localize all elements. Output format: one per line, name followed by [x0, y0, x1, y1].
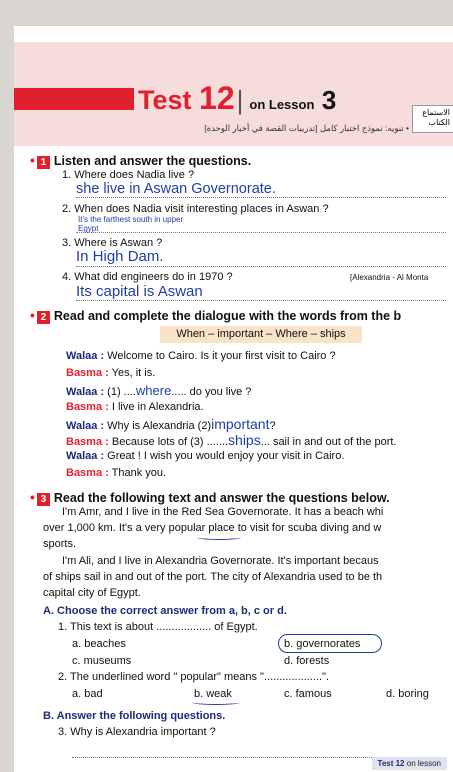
q2-option: d. boring [386, 688, 429, 700]
on-lesson-label: on Lesson [249, 97, 315, 112]
weak-underline [192, 700, 240, 705]
section2-badge: 2 [37, 311, 50, 324]
test-number: 12 [199, 80, 235, 116]
section3-heading [30, 489, 390, 506]
s1-a4: Its capital is Aswan [76, 283, 203, 300]
answer-line [76, 266, 446, 267]
para2-line: of ships sail in and out of the port. The city of Alexandria used to be th [43, 571, 383, 583]
footer-tag: Test 12 on lesson [372, 757, 447, 770]
section3-title: Read the following text and answer the questions below. [53, 491, 390, 505]
q1-option: a. beaches [72, 638, 126, 650]
s1-a1: she live in Aswan Governorate. [76, 181, 276, 197]
s2-answer-2: important [211, 416, 270, 432]
s1-q1: 1. Where does Nadia live ? [62, 169, 195, 181]
q2-option: a. bad [72, 688, 103, 700]
section1-title: Listen and answer the questions. [53, 154, 252, 168]
lesson-number: 3 [321, 85, 337, 115]
s1-q3: 3. Where is Aswan ? [62, 237, 163, 249]
arabic-note: • تنويه: نموذج اختبار كامل [تدريبات القصة في أخبار الوحدة] [204, 123, 409, 133]
s1-q2: 2. When does Nadia visit interesting places in Aswan ? [62, 203, 329, 215]
q2-option: b. weak [194, 688, 232, 700]
answer-line [76, 300, 446, 301]
answer-line [76, 197, 446, 198]
s3-q1: 1. This text is about .................. of Egypt. [58, 621, 258, 633]
para2-line: capital city of Egypt. [43, 587, 141, 599]
header-red-bar [14, 88, 134, 110]
dialogue-line: Walaa : Great ! I wish you would enjoy your visit in Cairo. [66, 450, 345, 462]
s1-q4-note: [Alexandria - Al Monta [350, 273, 429, 282]
popular-underline [197, 535, 241, 540]
dialogue-line: Basma : I live in Alexandria. [66, 401, 204, 413]
test-label: Test [138, 85, 192, 115]
dialogue-line: Basma : Because lots of (3) .......ships... sail in and out of the port. [66, 432, 397, 448]
dialogue-line: Basma : Thank you. [66, 467, 167, 479]
s3-q3: 3. Why is Alexandria important ? [58, 726, 216, 738]
page-title [138, 80, 336, 117]
bullet-icon: • [30, 307, 35, 323]
bullet-icon: • [30, 152, 35, 168]
answer-line [76, 232, 446, 233]
section3-badge: 3 [37, 493, 50, 506]
q2-option: c. famous [284, 688, 332, 700]
bullet-icon: • [30, 489, 35, 505]
dialogue-line: Walaa : Welcome to Cairo. Is it your first visit to Cairo ? [66, 350, 336, 362]
worksheet-page [14, 26, 453, 772]
dialogue-line: Walaa : (1) ....where..... do you live ? [66, 383, 252, 398]
para1-line: over 1,000 km. It's a very popular place to visit for scuba diving and w [43, 522, 382, 534]
s2-answer-1: where [135, 383, 172, 398]
answer-circle [278, 634, 382, 653]
word-box: When – important – Where – ships [160, 326, 362, 343]
partB-title: B. Answer the following questions. [43, 710, 226, 722]
section1-heading [30, 152, 251, 169]
s1-q4: 4. What did engineers do in 1970 ? [62, 271, 233, 283]
para1-line: I'm Amr, and I live in the Red Sea Governorate. It has a beach whi [62, 506, 384, 518]
partA-title: A. Choose the correct answer from a, b, c or d. [43, 605, 287, 617]
s1-a2: It's the farthest south in upper Egypt [78, 215, 184, 233]
section1-badge: 1 [37, 156, 50, 169]
s2-answer-3: ships [228, 432, 261, 448]
side-box: الاستماع الكتاب [412, 105, 453, 133]
s1-a3: In High Dam. [76, 248, 164, 265]
dialogue-line: Walaa : Why is Alexandria (2)important? [66, 416, 276, 432]
q1-option: c. museums [72, 655, 132, 667]
section2-title: Read and complete the dialogue with the words from the b [53, 309, 402, 323]
q1-option: b. governorates [284, 638, 361, 650]
para1-line: sports. [43, 538, 77, 550]
title-separator: | [236, 85, 244, 115]
s3-q2: 2. The underlined word " popular" means "...................". [58, 671, 329, 683]
para2-line: I'm Ali, and I live in Alexandria Governorate. It's important becaus [62, 555, 379, 567]
dialogue-line: Basma : Yes, it is. [66, 367, 156, 379]
q1-option: d. forests [284, 655, 330, 667]
section2-heading [30, 307, 401, 324]
